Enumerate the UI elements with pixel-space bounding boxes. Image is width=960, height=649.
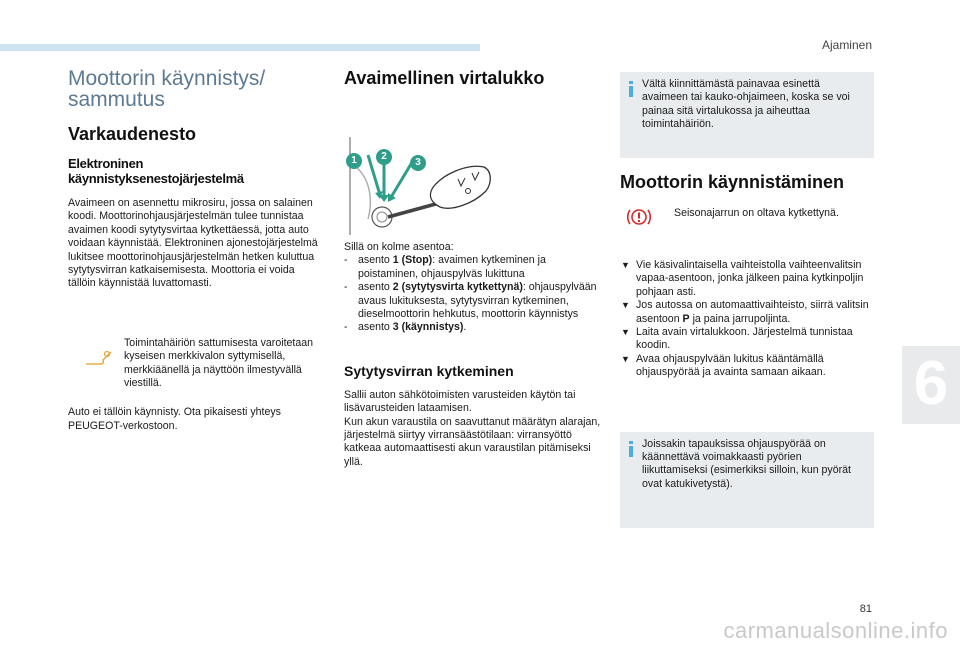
page-number: 81 bbox=[859, 603, 872, 615]
positions-intro: Sillä on kolme asentoa: bbox=[344, 241, 454, 253]
list-item: ▼ Jos autossa on automaattivaihteisto, siirrä valitsin asentoon P ja paina jarrupoljinta. bbox=[621, 299, 869, 325]
page-title-line-2: sammutus bbox=[68, 88, 165, 111]
ignition-on-text-1: Sallii auton sähkötoimisten varusteiden käytön tai lisävarusteiden lataamisen. bbox=[344, 388, 576, 415]
header-accent-bar bbox=[0, 44, 480, 51]
column-1 bbox=[68, 68, 320, 433]
page-title bbox=[68, 68, 320, 110]
list-item: - asento 3 (käynnistys). bbox=[344, 321, 467, 334]
triangle-bullet-icon: ▼ bbox=[621, 300, 630, 311]
warning-text: Toimintahäiriön sattumisesta varoitetaan kyseisen merkkivalon syttymisellä, merkkiäänellä ja näyttöön ilmestyvällä viestillä. bbox=[124, 336, 314, 390]
parking-brake-text: Seisonajarrun on oltava kytkettynä. bbox=[674, 207, 839, 219]
info-box-steering bbox=[620, 432, 874, 528]
position-badge-1: 1 bbox=[346, 153, 362, 169]
triangle-bullet-icon: ▼ bbox=[621, 353, 630, 364]
position-badge-3: 3 bbox=[410, 155, 426, 171]
heading-anti-theft: Varkaudenesto bbox=[68, 124, 197, 144]
key-illustration bbox=[344, 107, 494, 237]
list-item: ▼ Avaa ohjauspylvään lukitus kääntämällä ohjauspyörää ja avainta samaan aikaan. bbox=[621, 352, 826, 379]
ignition-key-icon bbox=[344, 107, 494, 237]
list-item: - asento 1 (Stop): avaimen kytkeminen ja poistaminen, ohjauspylväs lukittuna bbox=[344, 254, 546, 280]
heading-immobiliser: Elektroninen käynnistyksenestojärjestelmä bbox=[68, 156, 244, 186]
chapter-number: 6 bbox=[913, 349, 949, 418]
info-icon bbox=[628, 441, 634, 457]
column-3 bbox=[620, 72, 874, 528]
info-icon bbox=[628, 81, 634, 97]
list-item: ▼ Laita avain virtalukkoon. Järjestelmä tunnistaa koodin. bbox=[621, 326, 853, 352]
list-item: - asento 2 (sytytysvirta kytkettynä): ohjauspylvään avaus lukituksesta, sytytysvirran kytkeminen, dieselmoottorin hehkutus, moottorin käynnistys bbox=[344, 281, 597, 321]
parking-brake-note bbox=[620, 207, 874, 229]
info-text-key-weight: Vältä kiinnittämästä painavaa esinettä avaimeen tai kauko-ohjaimeen, koska se voi painaa sitä virtalukossa ja aiheuttaa toimintahäiriön. bbox=[642, 78, 850, 131]
warning-note bbox=[68, 337, 320, 391]
heading-starting-engine: Moottorin käynnistäminen bbox=[620, 172, 845, 192]
heading-ignition-switch: Avaimellinen virtalukko bbox=[344, 68, 545, 88]
triangle-bullet-icon: ▼ bbox=[621, 260, 630, 270]
info-box-key-weight bbox=[620, 72, 874, 158]
parking-brake-icon bbox=[626, 207, 652, 227]
info-text-steering: Joissakin tapauksissa ohjauspyörää on käännettävä voimakkaasti pyörien liikuttamiseksi (esimerkiksi silloin, kun pyörät ovat katukivetystä). bbox=[642, 437, 851, 490]
watermark: carmanualsonline.info bbox=[723, 618, 948, 643]
starting-steps-list bbox=[620, 259, 874, 380]
triangle-bullet-icon: ▼ bbox=[621, 327, 630, 338]
position-badge-2: 2 bbox=[376, 149, 392, 165]
contact-network-text: Auto ei tällöin käynnisty. Ota pikaisesti yhteys PEUGEOT-verkostoon. bbox=[68, 406, 281, 432]
page-title-line-1: Moottorin käynnistys/ bbox=[68, 67, 266, 90]
positions-list bbox=[344, 254, 602, 334]
section-title: Ajaminen bbox=[821, 38, 872, 52]
list-item: ▼ Vie käsivalintaisella vaihteistolla vaihteenvalitsin vapaa-asentoon, jonka jälkeen paina kytkinpoljin pohjaan asti. bbox=[621, 259, 864, 298]
immobiliser-text: Avaimeen on asennettu mikrosiru, jossa on salainen koodi. Moottorinohjausjärjestelmän tulee tunnistaa avaimen koodi sytytysvirtaa kytkettäessä, jotta auto voidaan käynnistää. Elektroninen ajonestojärjestelmä lukitsee moottorinohjausjärjestelmän hetken kuluttua sytytysvirran katkaisemisesta. Moottoria ei voida tällöin käynnistää luvattomasti. bbox=[68, 197, 318, 290]
ignition-on-text-2: Kun akun varaustila on saavuttanut määrätyn alarajan, järjestelmä siirtyy virransäästötilaan: virransyöttö katkeaa automaattisesti akun varaustilan pitämiseksi yllä. bbox=[344, 415, 601, 468]
column-2 bbox=[344, 68, 602, 469]
warning-lamp-icon bbox=[84, 349, 114, 365]
heading-ignition-on: Sytytysvirran kytkeminen bbox=[344, 362, 514, 379]
